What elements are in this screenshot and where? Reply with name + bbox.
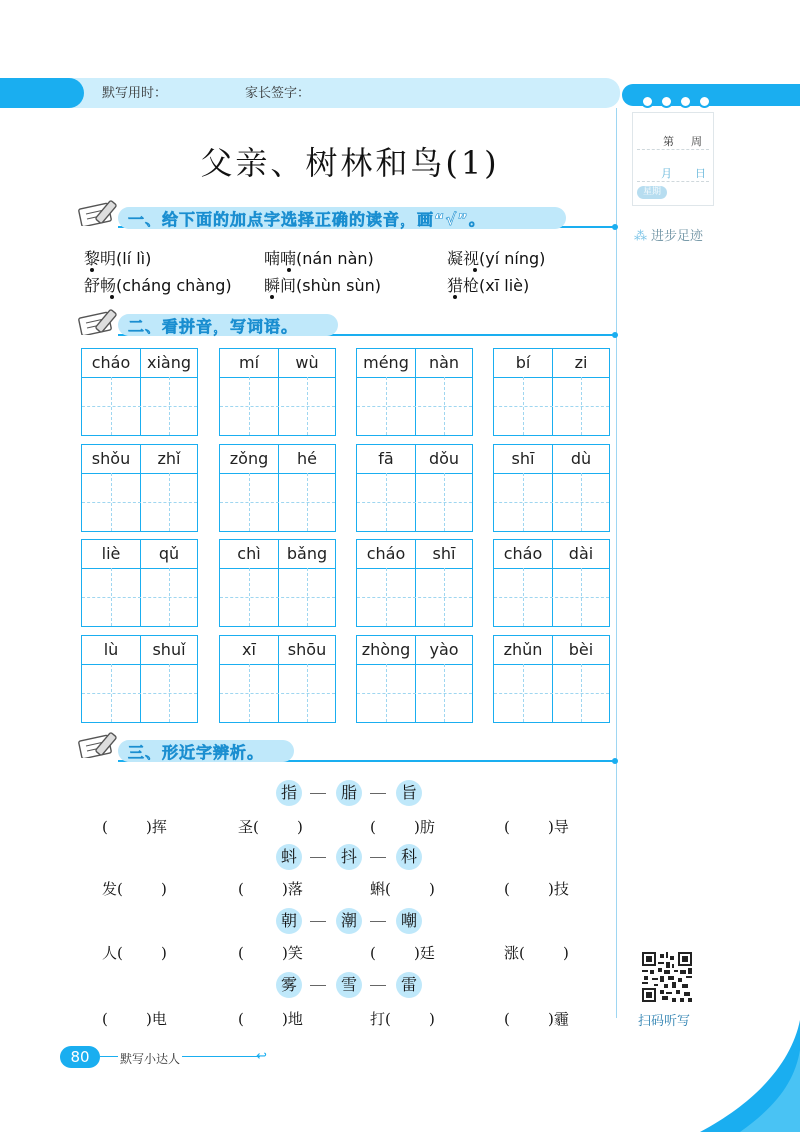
pinyin-label: lù [103, 640, 119, 659]
weekday-badge: 星期 [637, 186, 667, 199]
writing-box[interactable] [81, 444, 198, 532]
writing-box[interactable] [356, 348, 473, 436]
series-label: 默写小达人 [120, 1052, 181, 1066]
compare-char: 雪 [336, 972, 362, 998]
compare-char: 蚪 [276, 844, 302, 870]
compare-char: 旨 [396, 780, 422, 806]
writing-box[interactable] [219, 444, 336, 532]
pinyin-label: xiàng [146, 353, 191, 372]
week-label: 第 [663, 135, 674, 148]
pinyin-label: shuǐ [152, 640, 186, 659]
pinyin-label: shǒu [91, 449, 131, 468]
section2-title: 二、看拼音，写词语。 [128, 317, 299, 336]
char-separator [370, 921, 386, 922]
ring-icon [698, 95, 711, 108]
pinyin-label: cháo [503, 544, 543, 563]
month-label: 月 [661, 167, 672, 180]
fill-blank[interactable]: ( )地 [238, 1010, 303, 1028]
writing-box[interactable] [81, 539, 198, 627]
pencil-note-icon [78, 307, 124, 335]
pinyin-label: bèi [568, 640, 594, 659]
pinyin-label: dài [568, 544, 594, 563]
fill-blank[interactable]: ( )肪 [370, 818, 435, 836]
time-label: 默写用时： [102, 86, 168, 101]
fill-blank[interactable]: ( )导 [504, 818, 569, 836]
pinyin-label: bǎng [286, 544, 328, 563]
corner-wave-decoration [700, 1020, 800, 1132]
header-tab [0, 78, 84, 108]
scan-to-listen-label: 扫码听写 [638, 1014, 691, 1029]
fill-blank[interactable]: ( )廷 [370, 944, 435, 962]
pinyin-label: nàn [428, 353, 460, 372]
writing-box[interactable] [493, 348, 610, 436]
char-separator [370, 857, 386, 858]
fill-blank[interactable]: 人( ) [102, 944, 167, 962]
compare-char: 脂 [336, 780, 362, 806]
fill-blank[interactable]: ( )电 [102, 1010, 167, 1028]
progress-label: 进步足迹 [651, 229, 704, 244]
p1-item: 喃喃(nán nàn) [264, 249, 374, 268]
pinyin-label: méng [363, 353, 409, 372]
fill-blank[interactable]: ( )挥 [102, 818, 167, 836]
section2-dot [612, 332, 618, 338]
compare-char: 雾 [276, 972, 302, 998]
p1-item: 舒畅(cháng chàng) [84, 276, 232, 295]
fill-blank[interactable]: ( )技 [504, 880, 569, 898]
section1-dot [612, 224, 618, 230]
pinyin-label: chì [237, 544, 261, 563]
char-separator [370, 985, 386, 986]
char-separator [310, 857, 326, 858]
pinyin-label: qǔ [158, 544, 180, 563]
char-separator [310, 921, 326, 922]
pinyin-label: zhǔn [503, 640, 543, 659]
compare-char: 雷 [396, 972, 422, 998]
day-label: 日 [695, 167, 706, 180]
writing-box[interactable] [493, 444, 610, 532]
pinyin-label: dù [570, 449, 592, 468]
margin-line [616, 108, 617, 1018]
p1-item: 瞬间(shùn sùn) [264, 276, 381, 295]
return-arrow-icon: ↩ [256, 1049, 267, 1064]
pinyin-label: fā [378, 449, 394, 468]
pinyin-label: yào [429, 640, 459, 659]
pinyin-label: shī [511, 449, 535, 468]
week-unit: 周 [691, 135, 702, 148]
writing-box[interactable] [81, 635, 198, 723]
compare-char: 嘲 [396, 908, 422, 934]
ring-icon [641, 95, 654, 108]
char-separator [370, 793, 386, 794]
parent-sign-label: 家长签字： [245, 86, 311, 101]
pinyin-label: zhǐ [157, 449, 181, 468]
emphasis-dot [270, 295, 274, 299]
compare-char: 指 [276, 780, 302, 806]
pinyin-label: zi [574, 353, 588, 372]
char-separator [310, 985, 326, 986]
fill-blank[interactable]: 圣( ) [238, 818, 303, 836]
qr-code-icon [640, 950, 694, 1004]
compare-char: 潮 [336, 908, 362, 934]
section3-title: 三、形近字辨析。 [128, 743, 265, 762]
writing-box[interactable] [356, 635, 473, 723]
writing-box[interactable] [219, 539, 336, 627]
compare-char: 抖 [336, 844, 362, 870]
fill-blank[interactable]: 打( ) [370, 1010, 435, 1028]
p1-item: 黎明(lí lì) [84, 249, 152, 268]
pinyin-label: cháo [366, 544, 406, 563]
pinyin-label: wù [295, 353, 319, 372]
pencil-note-icon [78, 198, 124, 226]
writing-box[interactable] [81, 348, 198, 436]
writing-box[interactable] [219, 348, 336, 436]
page-title: 父亲、树林和鸟(1) [200, 144, 500, 182]
pinyin-label: mí [238, 353, 260, 372]
p1-item: 凝视(yí níng) [447, 249, 546, 268]
emphasis-dot [453, 295, 457, 299]
footprints-icon: ⁂ [634, 229, 647, 244]
compare-char: 朝 [276, 908, 302, 934]
page-number: 80 [60, 1046, 100, 1068]
fill-blank[interactable]: ( )霾 [504, 1010, 569, 1028]
emphasis-dot [473, 268, 477, 272]
progress-footprints [634, 225, 703, 244]
fill-blank[interactable]: 发( ) [102, 880, 167, 898]
ring-icon [660, 95, 673, 108]
pencil-note-icon [78, 730, 124, 758]
pinyin-label: liè [101, 544, 121, 563]
writing-box[interactable] [493, 539, 610, 627]
fill-blank[interactable]: 涨( ) [504, 944, 569, 962]
pinyin-label: zhòng [361, 640, 411, 659]
pinyin-label: dǒu [428, 449, 460, 468]
section3-dot [612, 758, 618, 764]
writing-box[interactable] [356, 444, 473, 532]
compare-char: 科 [396, 844, 422, 870]
emphasis-dot [110, 295, 114, 299]
writing-box[interactable] [219, 635, 336, 723]
writing-box[interactable] [493, 635, 610, 723]
fill-blank[interactable]: 蝌( ) [370, 880, 435, 898]
pinyin-label: shī [432, 544, 456, 563]
fill-blank[interactable]: ( )落 [238, 880, 303, 898]
section1-title: 一、给下面的加点字选择正确的读音，画“√”。 [128, 210, 486, 229]
emphasis-dot [90, 268, 94, 272]
emphasis-dot [287, 268, 291, 272]
writing-box[interactable] [356, 539, 473, 627]
pinyin-label: shōu [287, 640, 327, 659]
pinyin-label: cháo [91, 353, 131, 372]
ring-icon [679, 95, 692, 108]
p1-item: 猎枪(xī liè) [447, 276, 530, 295]
pinyin-label: hé [297, 449, 317, 468]
char-separator [310, 793, 326, 794]
pinyin-label: xī [242, 640, 256, 659]
fill-blank[interactable]: ( )笑 [238, 944, 303, 962]
pinyin-label: zǒng [229, 449, 269, 468]
pinyin-label: bí [515, 353, 531, 372]
